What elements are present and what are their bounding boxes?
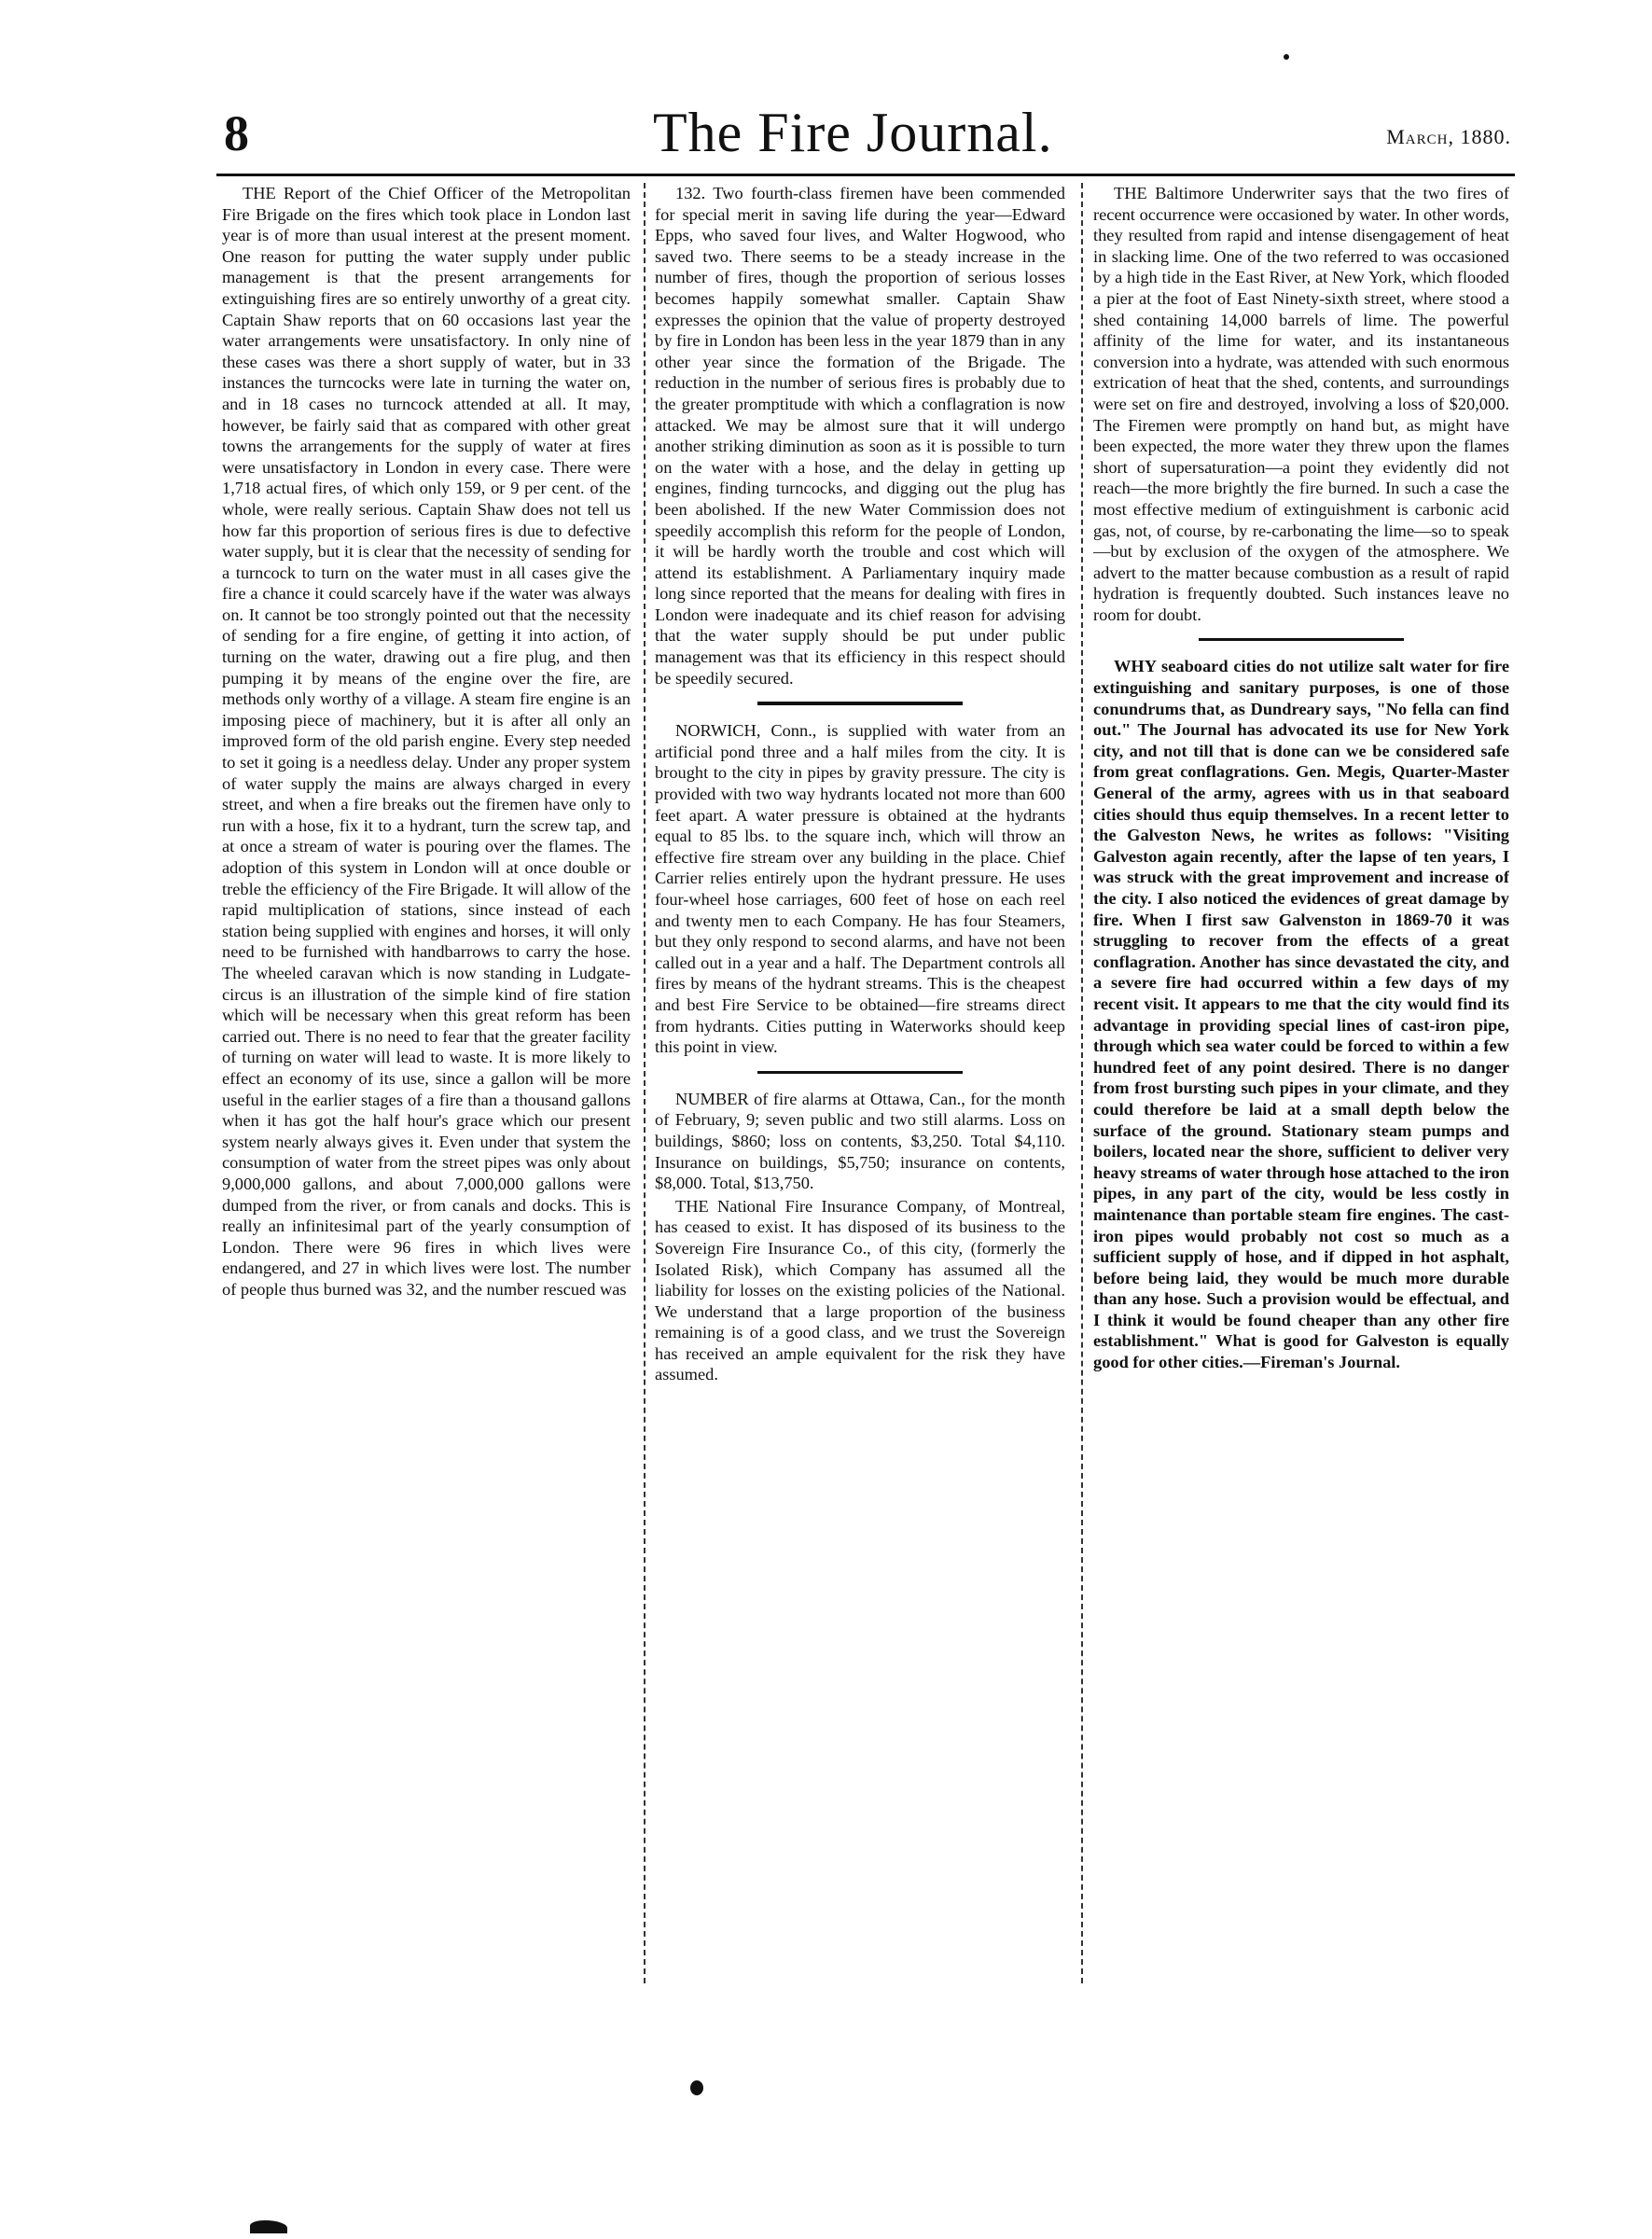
column-3: [1093, 183, 1509, 2002]
page-number: 8: [224, 105, 249, 161]
article-salt-water: WHY seaboard cities do not utilize salt water for fire extinguishing and sanitary purposes, is one of those conundrums that, as Dundreary says, "No fella can find out." The Journal has advocated its use for New York city, and not till that is done can we be considered safe from great conflagrations. Gen. Megis, Quarter-Master General of the army, agrees with us in that seaboard cities should thus equip themselves. In a recent letter to the Galveston News, he writes as follows: "Visiting Galveston again recently, after the lapse of ten years, I was struck with the great improvement and increase of the city. I also noticed the evidences of great damage by fire. When I first saw Galvenston in 1869-70 it was struggling to recover from the effects of a great conflagration. Another has since devastated the city, and a severe fire had occurred within a few days of my recent visit. It appears to me that the city would find its advantage in providing special lines of cast-iron pipe, through which sea water could be forced to within a few hundred feet of any point desired. There is no danger from frost bursting such pipes in your climate, and they could therefore be laid at a small depth below the surface of the ground. Stationary steam pumps and boilers, located near the shore, sufficient to deliver very heavy streams of water through hose attached to the iron pipes, in any part of the city, would be less costly in maintenance than portable steam fire engines. The cast-iron pipes would probably not cost so much as a sufficient supply of hose, and if dipped in hot asphalt, before being laid, they would be much more durable than any hose. Such a provision would be effectual, and I think it would be found cheaper than any other fire establishment." What is good for Galveston is equally good for other cities.—Fireman's Journal.: [1093, 657, 1509, 1372]
article-divider: [1199, 638, 1404, 641]
article-baltimore-underwriter: THE Baltimore Underwriter says that the two fires of recent occurrence were occasioned by water. In other words, they resulted from rapid and intense disengagement of heat in slacking lime. One of the two referred to was occasioned by a high tide in the East River, at New York, which flooded a pier at the foot of East Ninety-sixth street, where stood a shed containing 14,000 barrels of lime. The powerful affinity of the lime for water, and its instantaneous conversion into a hydrate, was attended with such enormous extrication of heat that the shed, contents, and surroundings were set on fire and destroyed, involving a loss of $20,000. The Firemen were promptly on hand but, as might have been expected, the more water they threw upon the flames short of supersaturation—a point they evidently did not reach—the more brightly the fire burned. In such a case the most effective medium of extinguishment is carbonic acid gas, not, of course, by re-carbonating the lime—so to speak—but by exclusion of the oxygen of the atmosphere. We advert to the matter because combustion as a result of rapid hydration is frequently doubted. Such instances leave no room for doubt.: [1093, 184, 1509, 624]
article-fire-brigade-report-continued: 132. Two fourth-class firemen have been commended for special merit in saving life during the year—Edward Epps, who saved four lives, and Walter Hogwood, who saved two. There seems to be a steady increase in the number of fires, though the proportion of serious losses becomes happily somewhat smaller. Captain Shaw expresses the opinion that the value of property destroyed by fire in London has been less in the year 1879 than in any other year since the formation of the Brigade. The reduction in the number of serious fires is probably due to the greater promptitude with which a conflagration is now attacked. We may be almost sure that it will undergo another striking diminution as soon as it is possible to turn on the water with a hose, and the delay in getting up engines, finding turncocks, and digging out the plug has been abolished. If the new Water Commission does not speedily accomplish this reform for the people of London, it will be hardly worth the trouble and cost which will attend its establishment. A Parliamentary inquiry made long since reported that the means for dealing with fires in London were inadequate and its chief reason for advising that the water supply should be put under public management was that its efficiency in this respect should be speedily secured.: [655, 184, 1065, 688]
article-national-insurance: THE National Fire Insurance Company, of Montreal, has ceased to exist. It has disposed of its business to the Sovereign Fire Insurance Co., of this city, (formerly the Isolated Risk), which Company has assumed all the liability for losses on the existing policies of the National. We understand that a large proportion of the business remaining is of a good class, and we trust the Sovereign has received an ample equivalent for the risk they have assumed.: [655, 1196, 1065, 1384]
article-ottawa-alarms: NUMBER of fire alarms at Ottawa, Can., for the month of February, 9; seven public and two still alarms. Loss on buildings, $860; loss on contents, $3,250. Total $4,110. Insurance on buildings, $5,750; insurance on contents, $8,000. Total, $13,750.: [655, 1089, 1065, 1193]
article-divider: [757, 702, 963, 705]
article-columns: [222, 183, 1515, 2002]
ink-blot: [690, 2080, 703, 2095]
masthead-rule: [216, 174, 1515, 176]
issue-date: March, 1880.: [1386, 125, 1511, 148]
column-2: [655, 183, 1065, 2002]
article-divider: [757, 1071, 963, 1074]
article-fire-brigade-report: THE Report of the Chief Officer of the Metropolitan Fire Brigade on the fires which took place in London last year is of more than usual interest at the present moment. One reason for putting the water supply under public management is that the present arrangements for extinguishing fires are so entirely unworthy of a great city. Captain Shaw reports that on 60 occasions last year the water arrangements were unsatisfactory. In only nine of these cases was there a short supply of water, but in 33 instances the turncocks were late in turning the water on, and in 18 cases no turncock attended at all. It may, however, be fairly said that as compared with other great towns the arrangements for the supply of water at fires were unsatisfactory in London in every case. There were 1,718 actual fires, of which only 159, or 9 per cent. of the whole, were really serious. Captain Shaw does not tell us how far this proportion of serious fires is due to defective water supply, but it is clear that the necessity of sending for a turncock to turn on the water must in all cases give the fire a chance it could scarcely have if the water was always on. It cannot be too strongly pointed out that the necessity of sending for a fire engine, of getting it into action, of turning on the water, drawing out a fire plug, and then pumping it by means of the engine over the fire, are methods only worthy of a village. A steam fire engine is an imposing piece of machinery, but it is after all only an improved form of the old parish engine. Every step needed to set it going is a needless delay. Under any proper system of water supply the mains are always charged in every street, and when a fire breaks out the firemen have only to run with a hose, fix it to a hydrant, turn the screw tap, and at once a stream of water is pouring over the flames. The adoption of this system in London will at once double or treble the efficiency of the Fire Brigade. It will allow of the rapid multiplication of stations, since instead of each station being supplied with engines and horses, it will only need to be furnished with handbarrows to carry the hose. The wheeled caravan which is now standing in Ludgate-circus is an illustration of the simple kind of fire station which will be necessary when this great reform has been carried out. There is no need to fear that the greater facility of turning on water will lead to waste. It is more likely to effect an economy of its use, since a gallon will be more useful in the earlier stages of a fire than a thousand gallons when it has got the half hour's grace which our present system nearly always gives it. Even under that system the consumption of water from the street pipes was only about 9,000,000 gallons, and about 7,000,000 gallons were dumped from the river, or from canals and docks. This is really an infinitesimal part of the yearly consumption of London. There were 96 fires in which lives were endangered, and 27 in which lives were lost. The number of people thus burned was 32, and the number rescued was: [222, 184, 631, 1299]
ink-blot: [1284, 54, 1289, 60]
ink-blot: [250, 2220, 287, 2233]
masthead: [224, 101, 1511, 175]
column-1: [222, 183, 631, 2002]
article-norwich-water: NORWICH, Conn., is supplied with water from an artificial pond three and a half miles from the city. It is brought to the city in pipes by gravity pressure. The city is provided with two way hydrants located not more than 600 feet apart. A water pressure is obtained at the hydrants equal to 85 lbs. to the square inch, which will throw an effective fire stream over any building in the place. Chief Carrier relies entirely upon the hydrant pressure. He uses four-wheel hose carriages, 600 feet of hose on each reel and twenty men to each Company. He has four Steamers, but they only respond to second alarms, and have not been called out in a year and a half. The Department controls all fires by means of the hydrant streams. This is the cheapest and best Fire Service to be obtained—fire streams direct from hydrants. Cities putting in Waterworks should keep this point in view.: [655, 721, 1065, 1057]
newspaper-title: The Fire Journal.: [653, 102, 1053, 163]
